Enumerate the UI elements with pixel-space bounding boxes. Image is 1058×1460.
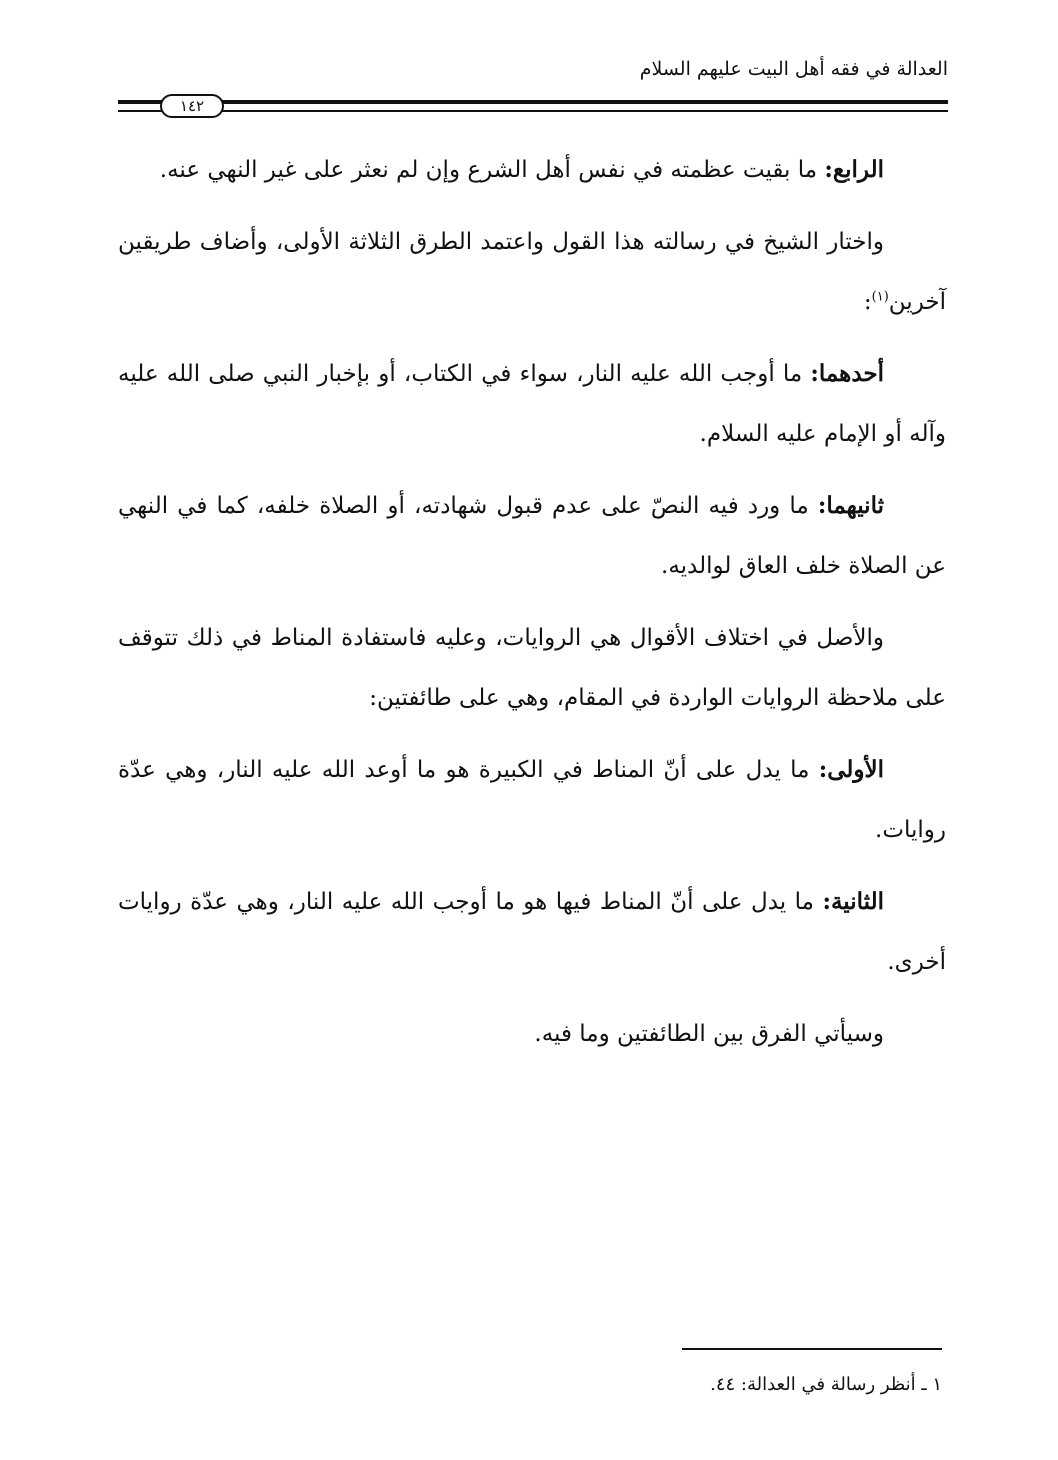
paragraph-text: ما ورد فيه النصّ على عدم قبول شهادته، أو الصلاة خلفه، كما في النهي عن الصلاة خلف العاق لوالديه. — [118, 493, 946, 579]
header-rule-thick — [118, 100, 948, 104]
header-rule-thin — [118, 110, 948, 112]
paragraph-text: ما أوجب الله عليه النار، سواء في الكتاب، أو بإخبار النبي صلى الله عليه وآله أو الإمام عليه السلام. — [118, 361, 946, 447]
paragraph-lead: الثانية: — [822, 888, 884, 915]
paragraph-text: والأصل في اختلاف الأقوال هي الروايات، وعليه فاستفادة المناط في ذلك تتوقف على ملاحظة الروايات الواردة في المقام، وهي على طائفتين: — [118, 625, 946, 711]
paragraph-lead: الأولى: — [818, 756, 884, 783]
paragraph-tail: : — [863, 289, 872, 315]
page-number: ١٤٢ — [160, 94, 224, 118]
paragraph — [118, 608, 946, 728]
main-text — [118, 140, 946, 1076]
paragraph-text: وسيأتي الفرق بين الطائفتين وما فيه. — [534, 1021, 884, 1047]
paragraph-text: ما يدل على أنّ المناط في الكبيرة هو ما أوعد الله عليه النار، وهي عدّة روايات. — [118, 757, 946, 843]
paragraph — [118, 212, 946, 332]
footnote-marker: (١) — [871, 289, 889, 305]
paragraph — [118, 140, 946, 200]
paragraph-lead: أحدهما: — [810, 360, 884, 387]
paragraph — [118, 476, 946, 596]
paragraph-lead: ثانيهما: — [817, 492, 884, 519]
footnote-separator — [682, 1348, 942, 1350]
paragraph — [118, 740, 946, 860]
paragraph — [118, 1004, 946, 1064]
paragraph — [118, 344, 946, 464]
paragraph-lead: الرابع: — [824, 156, 884, 183]
paragraph — [118, 872, 946, 992]
page-header — [118, 52, 948, 122]
paragraph-text: واختار الشيخ في رسالته هذا القول واعتمد الطرق الثلاثة الأولى، وأضاف طريقين آخرين — [118, 229, 946, 315]
running-title: العدالة في فقه أهل البيت عليهم السلام — [639, 58, 948, 80]
paragraph-text: ما بقيت عظمته في نفس أهل الشرع وإن لم نعثر على غير النهي عنه. — [159, 157, 825, 183]
footnote: ١ ـ أنظر رسالة في العدالة: ٤٤. — [710, 1374, 942, 1395]
paragraph-text: ما يدل على أنّ المناط فيها هو ما أوجب الله عليه النار، وهي عدّة روايات أخرى. — [118, 889, 946, 975]
